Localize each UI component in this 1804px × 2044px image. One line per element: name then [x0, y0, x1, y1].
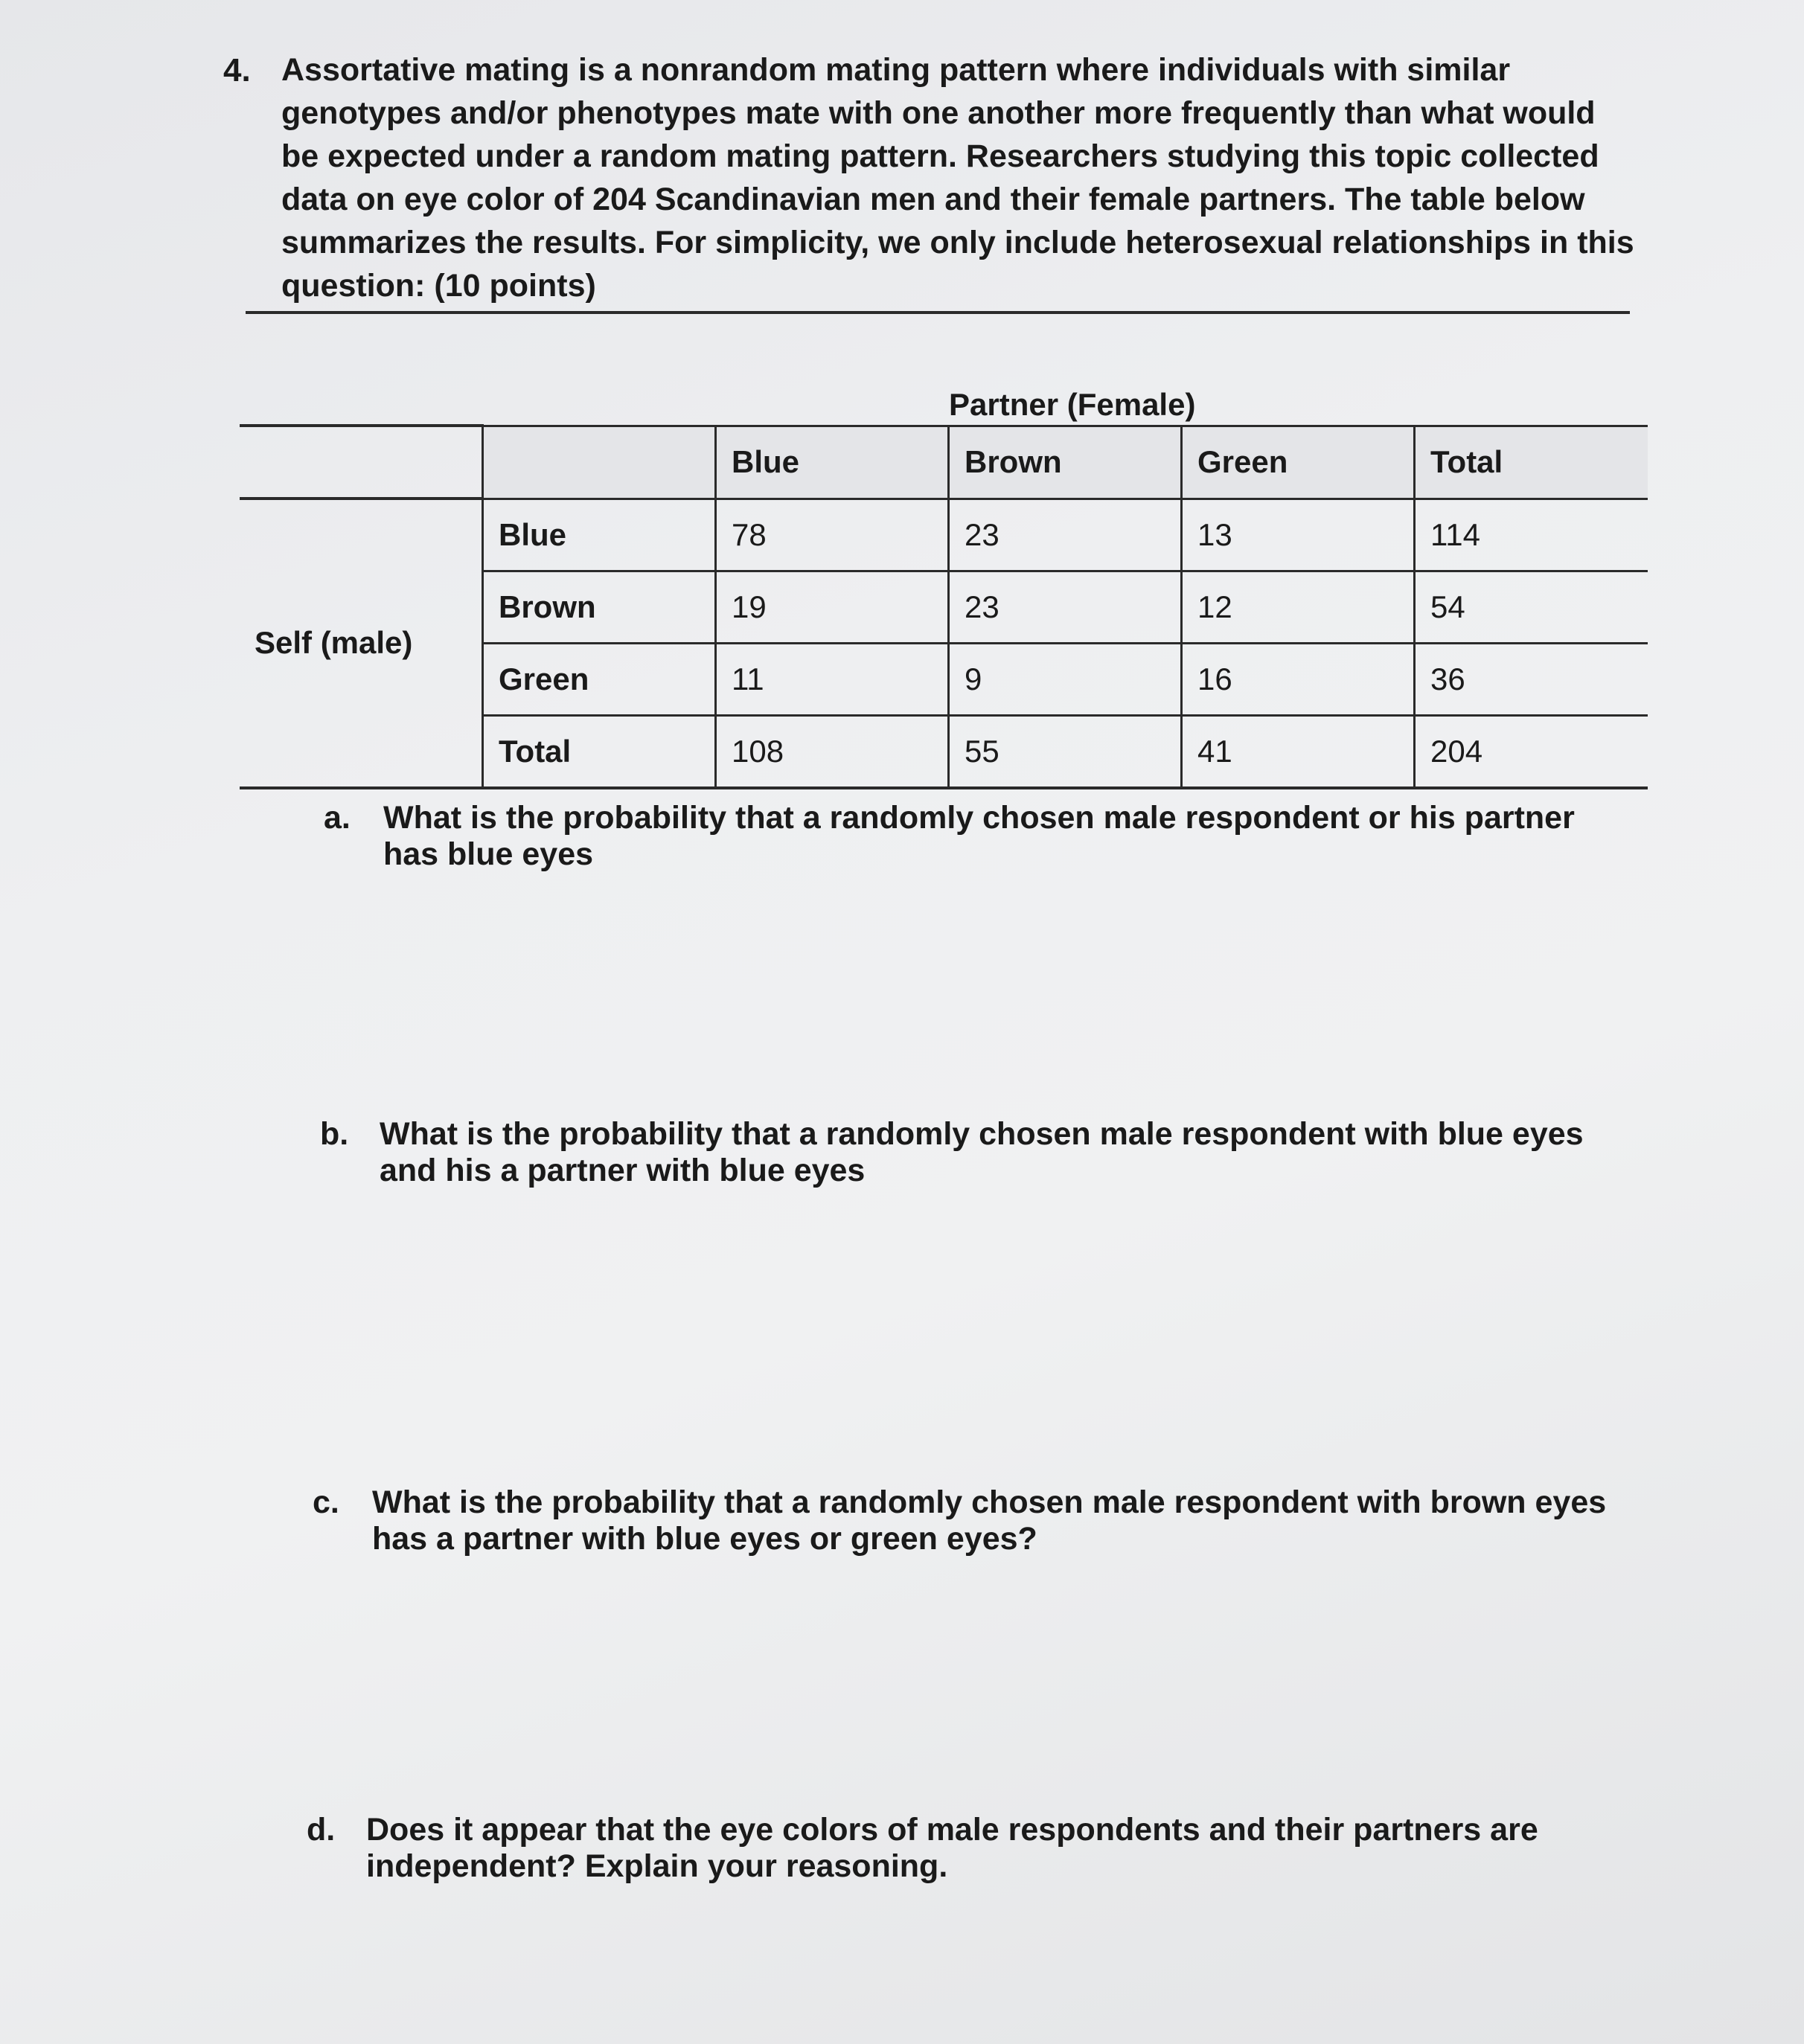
subquestion-text-line-2: independent? Explain your reasoning.	[366, 1848, 948, 1884]
subquestion-text-line-1: What is the probability that a randomly chosen male respondent with blue eyes	[380, 1116, 1584, 1152]
subquestion-d	[307, 1812, 1538, 1885]
subquestion-label: d.	[307, 1812, 336, 1848]
table-cell: 19	[716, 571, 949, 643]
column-header: Blue	[716, 426, 949, 499]
table-cell: 54	[1415, 571, 1648, 643]
subquestion-a	[324, 800, 1575, 873]
subquestion-c	[313, 1484, 1606, 1557]
subquestion-text-line-1: What is the probability that a randomly chosen male respondent or his partner	[383, 800, 1575, 836]
table-cell: 55	[949, 715, 1182, 788]
corner-cell	[240, 426, 483, 499]
column-header: Brown	[949, 426, 1182, 499]
table-cell: 41	[1182, 715, 1415, 788]
subquestion-text-line-1: Does it appear that the eye colors of male respondents and their partners are	[366, 1812, 1538, 1848]
table-cell: 11	[716, 643, 949, 715]
subquestion-text-line-2: and his a partner with blue eyes	[380, 1153, 866, 1188]
table-cell: 36	[1415, 643, 1648, 715]
table-cell: 12	[1182, 571, 1415, 643]
partner-female-header: Partner (Female)	[949, 387, 1196, 422]
row-label: Total	[483, 715, 716, 788]
table-cell: 78	[716, 499, 949, 571]
question-line-2: genotypes and/or phenotypes mate with one another more frequently than what would	[281, 95, 1596, 131]
column-header: Total	[1415, 426, 1648, 499]
table-cell: 9	[949, 643, 1182, 715]
table-cell: 23	[949, 571, 1182, 643]
subquestion-label: b.	[320, 1116, 349, 1152]
subquestion-label: a.	[324, 800, 351, 836]
subquestion-b	[320, 1116, 1584, 1189]
table-cell: 13	[1182, 499, 1415, 571]
table-cell: 204	[1415, 715, 1648, 788]
table-cell: 16	[1182, 643, 1415, 715]
subquestion-label: c.	[313, 1484, 339, 1520]
table-cell: 108	[716, 715, 949, 788]
eye-color-table	[240, 424, 1648, 789]
column-header: Green	[1182, 426, 1415, 499]
corner-cell-2	[483, 426, 716, 499]
self-male-label: Self (male)	[240, 499, 483, 788]
question-number: 4.	[223, 52, 251, 89]
question-line-5: summarizes the results. For simplicity, we only include heterosexual relationships in this	[281, 225, 1634, 260]
row-label: Brown	[483, 571, 716, 643]
question-line-3: be expected under a random mating pattern. Researchers studying this topic collected	[281, 138, 1599, 174]
table-cell: 23	[949, 499, 1182, 571]
subquestion-text-line-2: has a partner with blue eyes or green eyes?	[372, 1521, 1037, 1557]
table-header-row	[240, 426, 1648, 499]
row-label: Green	[483, 643, 716, 715]
row-label: Blue	[483, 499, 716, 571]
question-line-6: question: (10 points)	[281, 268, 596, 304]
table-row	[240, 499, 1648, 571]
question-line-1: Assortative mating is a nonrandom mating pattern where individuals with similar	[281, 52, 1511, 88]
subquestion-text-line-1: What is the probability that a randomly chosen male respondent with brown eyes	[372, 1484, 1607, 1520]
table-cell: 114	[1415, 499, 1648, 571]
divider-rule	[246, 311, 1630, 314]
subquestion-text-line-2: has blue eyes	[383, 836, 594, 872]
question-line-4: data on eye color of 204 Scandinavian men and their female partners. The table below	[281, 182, 1585, 217]
